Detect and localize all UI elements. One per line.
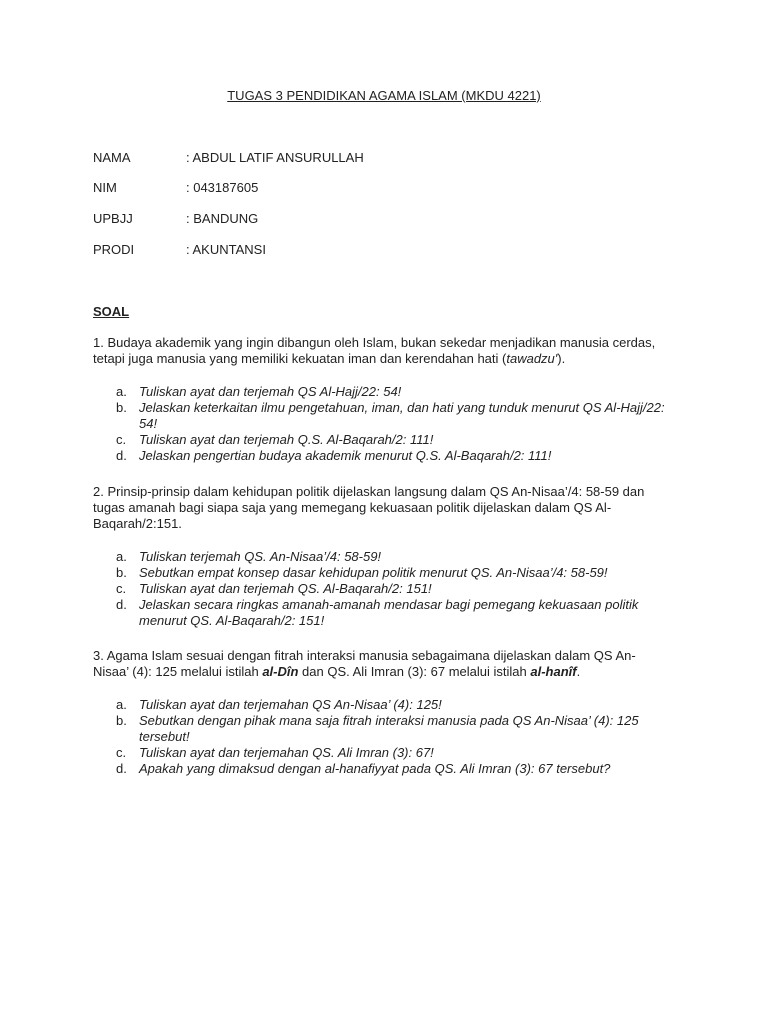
question-1-text <box>93 335 661 367</box>
info-value-prodi: : AKUNTANSI <box>186 242 266 257</box>
soal-heading: SOAL <box>93 304 130 319</box>
item-letter: c. <box>116 745 127 760</box>
item-text: Apakah yang dimaksud dengan al-hanafiyyat pada QS. Ali Imran (3): 67 tersebut? <box>139 761 611 776</box>
info-value-nama: : ABDUL LATIF ANSURULLAH <box>186 150 364 165</box>
question-3-item-d <box>93 761 673 777</box>
question-3-list <box>93 697 673 777</box>
question-1-item-b <box>93 400 673 432</box>
info-label-nama: NAMA <box>93 150 131 165</box>
item-text: Tuliskan ayat dan terjemah QS. Al-Baqarah/2: 151! <box>139 581 432 596</box>
info-row-nama <box>93 150 653 166</box>
document-title: TUGAS 3 PENDIDIKAN AGAMA ISLAM (MKDU 4221) <box>227 88 541 103</box>
question-3-item-a <box>93 697 673 713</box>
info-row-prodi <box>93 242 653 258</box>
item-text: Jelaskan pengertian budaya akademik menurut Q.S. Al-Baqarah/2: 111! <box>139 448 552 463</box>
item-text: Tuliskan ayat dan terjemahan QS. Ali Imran (3): 67! <box>139 745 434 760</box>
info-value-upbjj: : BANDUNG <box>186 211 259 226</box>
question-2-item-c <box>93 581 673 597</box>
question-2-item-b <box>93 565 673 581</box>
question-1-list <box>93 384 673 464</box>
item-letter: c. <box>116 432 127 447</box>
item-text: Sebutkan empat konsep dasar kehidupan politik menurut QS. An-Nisaa’/4: 58-59! <box>139 565 608 580</box>
question-2-item-a <box>93 549 673 565</box>
item-letter: b. <box>116 400 127 415</box>
question-3-text-c: . <box>576 664 581 679</box>
question-3-item-b <box>93 713 673 745</box>
question-3-text-a: 3. Agama Islam sesuai dengan fitrah interaksi manusia sebagaimana dijelaskan dalam QS An-Nisaa’ (4): 125 melalui istilah <box>93 648 636 679</box>
question-1-text-after: ). <box>557 351 566 366</box>
question-1-text-before: 1. Budaya akademik yang ingin dibangun oleh Islam, bukan sekedar menjadikan manusia cerdas, tetapi juga manusia yang memiliki kekuatan iman dan kerendahan hati ( <box>93 335 656 366</box>
question-3-text-b: dan QS. Ali Imran (3): 67 melalui istilah <box>298 664 531 679</box>
question-1-item-c <box>93 432 673 448</box>
question-2-text: 2. Prinsip-prinsip dalam kehidupan politik dijelaskan langsung dalam QS An-Nisaa’/4: 58-59 dan tugas amanah bagi siapa saja yang memegang kekuasaan politik dijelaskan dalam QS Al-Baqarah/2:151. <box>93 484 645 531</box>
item-text: Sebutkan dengan pihak mana saja fitrah interaksi manusia pada QS An-Nisaa’ (4): 125 tersebut! <box>139 713 639 744</box>
info-label-nim: NIM <box>93 180 117 195</box>
question-3-emphasis-din: al-Dîn <box>262 664 299 679</box>
info-label-prodi: PRODI <box>93 242 135 257</box>
info-row-nim <box>93 180 653 196</box>
item-text: Jelaskan secara ringkas amanah-amanah mendasar bagi pemegang kekuasaan politik menurut QS. Al-Baqarah/2: 151! <box>139 597 639 628</box>
info-value-nim: : 043187605 <box>186 180 259 195</box>
item-text: Jelaskan keterkaitan ilmu pengetahuan, iman, dan hati yang tunduk menurut QS Al-Hajj/22: 54! <box>139 400 665 431</box>
question-2-item-d <box>93 597 673 629</box>
question-3-item-c <box>93 745 673 761</box>
item-letter: d. <box>116 448 127 463</box>
item-letter: b. <box>116 565 127 580</box>
info-row-upbjj <box>93 211 653 227</box>
question-3-text <box>93 648 661 680</box>
question-1-emphasis: tawadzu' <box>506 351 558 366</box>
item-letter: a. <box>116 384 127 399</box>
item-text: Tuliskan terjemah QS. An-Nisaa’/4: 58-59! <box>139 549 382 564</box>
item-text: Tuliskan ayat dan terjemah Q.S. Al-Baqarah/2: 111! <box>139 432 434 447</box>
question-1-item-d <box>93 448 673 464</box>
question-2-list <box>93 549 673 629</box>
item-letter: a. <box>116 697 127 712</box>
item-letter: b. <box>116 713 127 728</box>
question-3-emphasis-hanif: al-hanîf <box>530 664 577 679</box>
item-letter: c. <box>116 581 127 596</box>
question-1-item-a <box>93 384 673 400</box>
item-text: Tuliskan ayat dan terjemahan QS An-Nisaa’ (4): 125! <box>139 697 442 712</box>
item-letter: d. <box>116 597 127 612</box>
info-label-upbjj: UPBJJ <box>93 211 133 226</box>
item-letter: d. <box>116 761 127 776</box>
item-text: Tuliskan ayat dan terjemah QS Al-Hajj/22: 54! <box>139 384 402 399</box>
item-letter: a. <box>116 549 127 564</box>
